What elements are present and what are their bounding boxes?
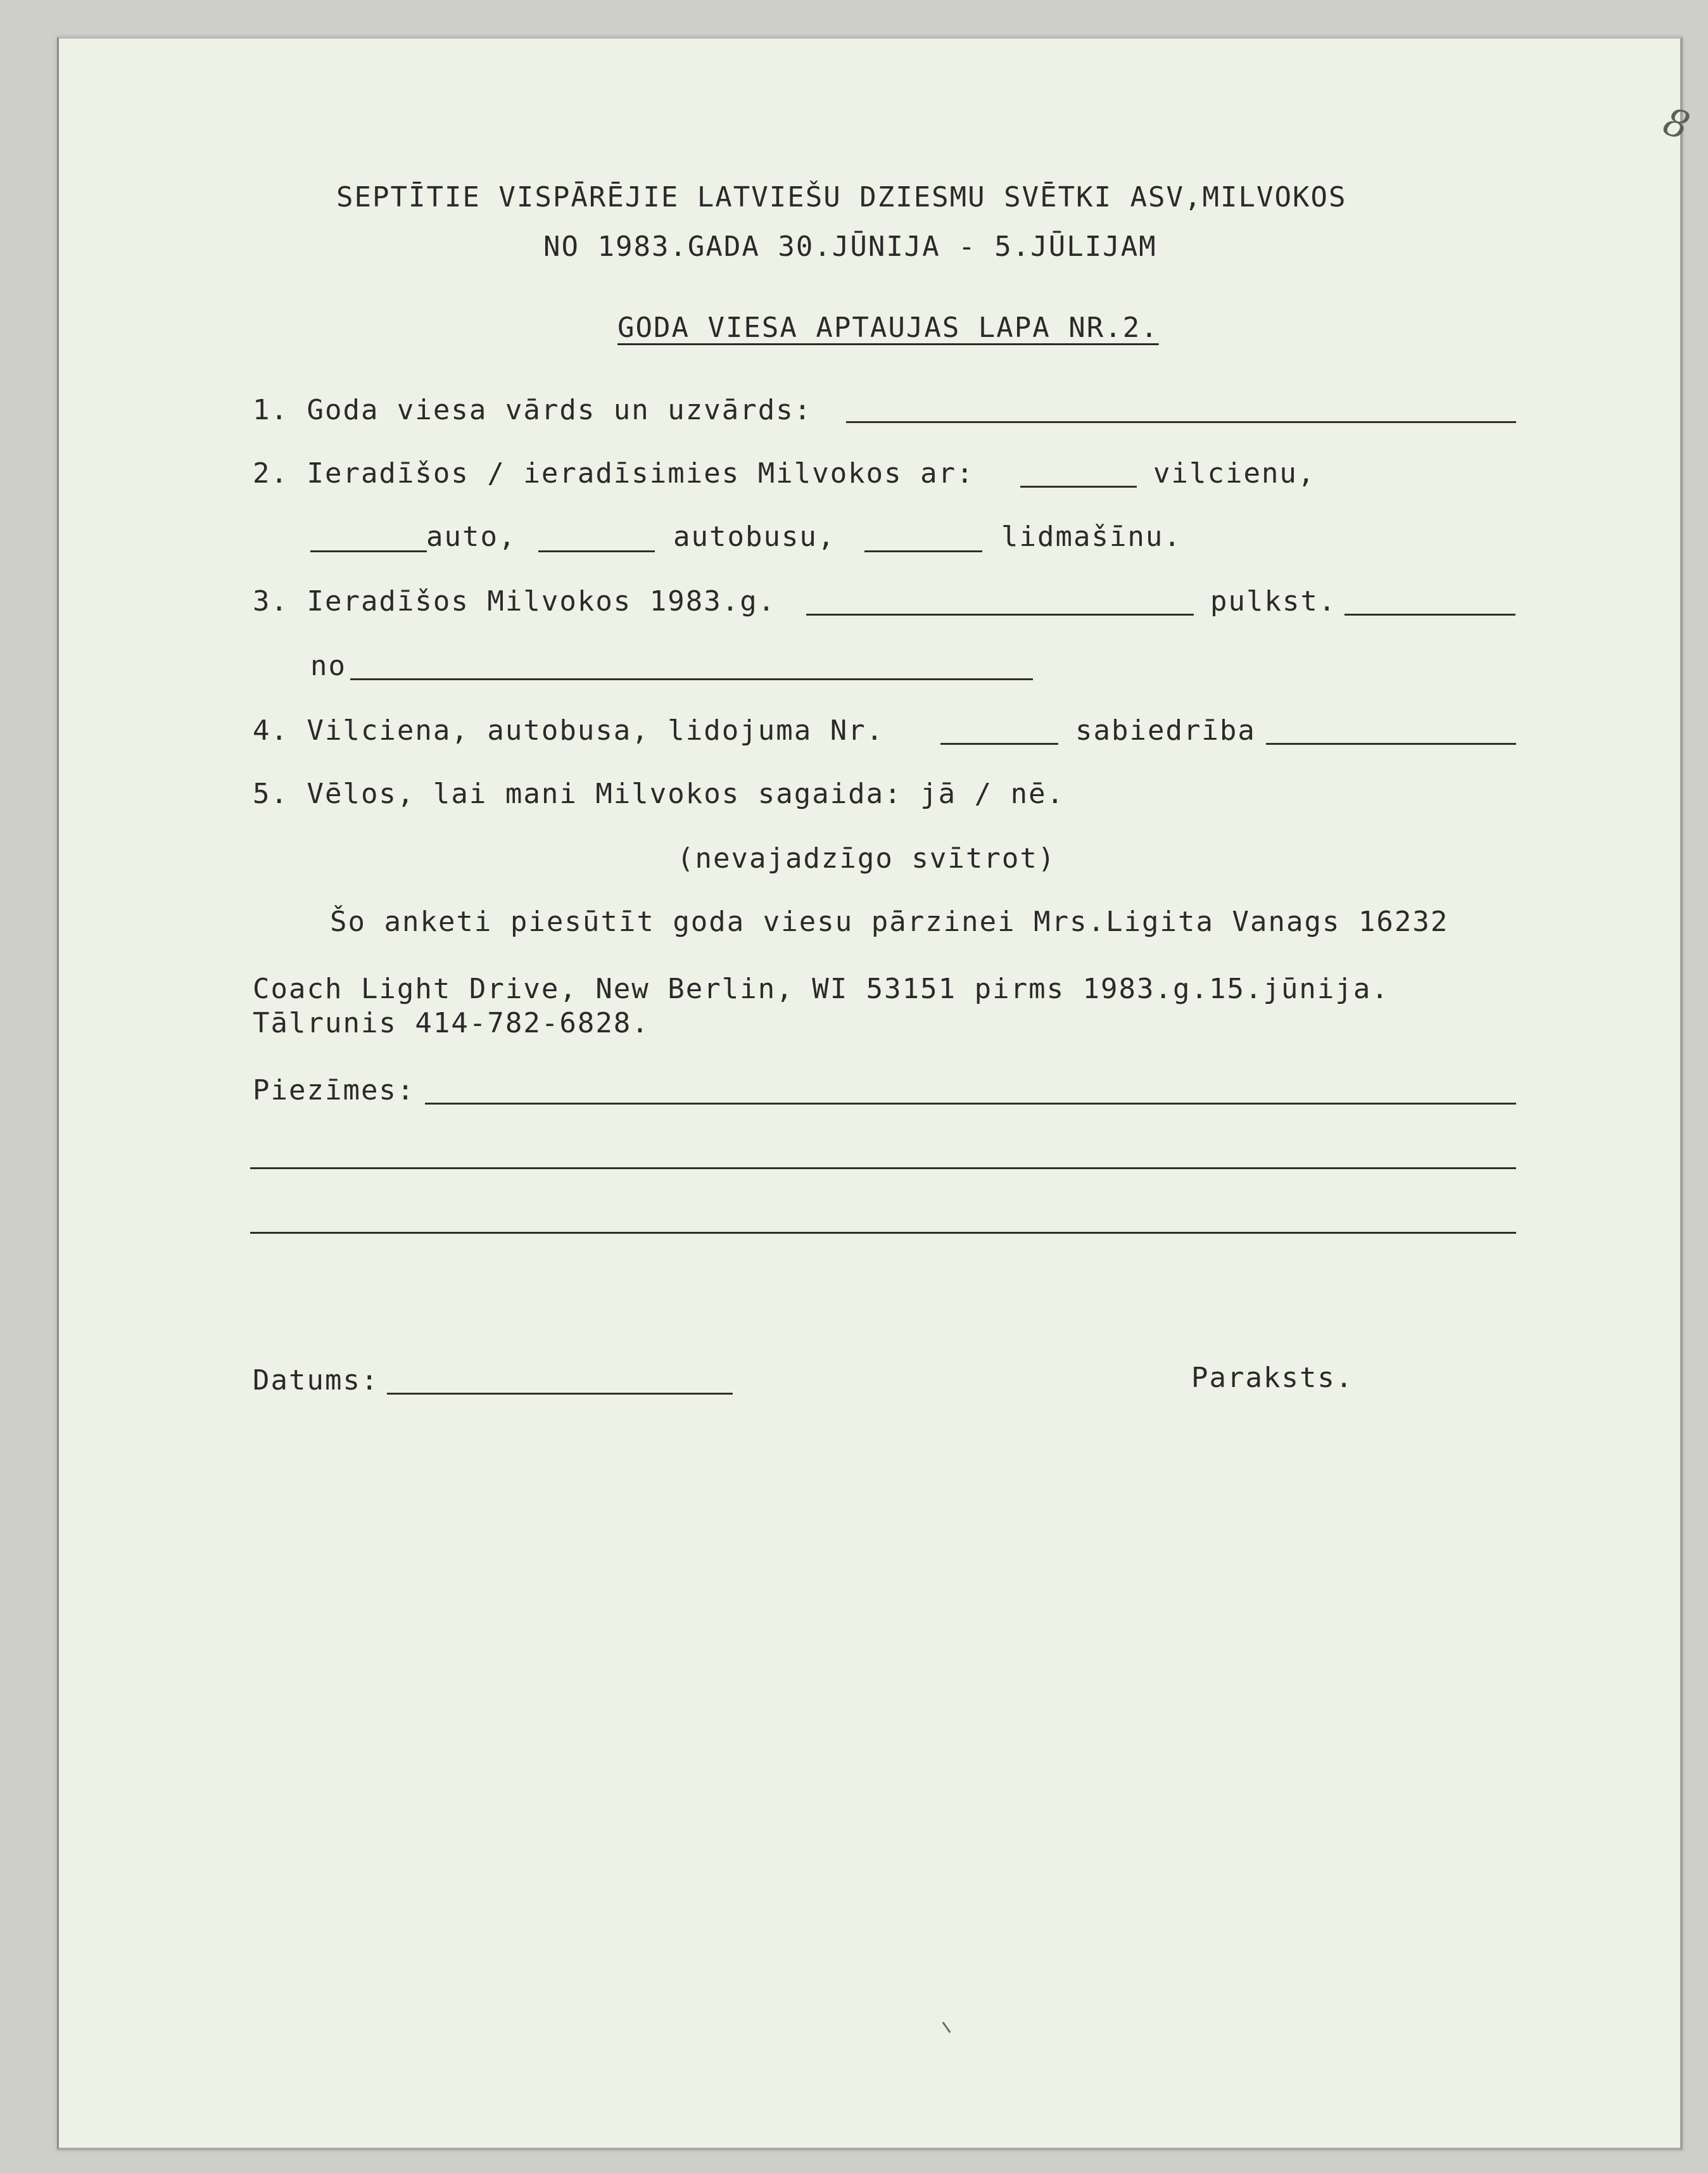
- form-title: GODA VIESA APTAUJAS LAPA NR.2.: [617, 312, 1159, 344]
- document-sheet: [57, 37, 1695, 2150]
- signature-label: Paraksts.: [1191, 1362, 1354, 1394]
- page-number: 8: [1658, 99, 1695, 149]
- item-1-label: 1. Goda viesa vārds un uzvārds:: [253, 394, 813, 426]
- notes-line-2[interactable]: [250, 1167, 1516, 1169]
- item-2-bus: autobusu,: [673, 521, 836, 553]
- item-5-label: 5. Vēlos, lai mani Milvokos sagaida: jā / nē.: [253, 778, 1065, 810]
- item-2-train: vilcienu,: [1153, 457, 1316, 490]
- trip-number-line[interactable]: [940, 743, 1058, 745]
- header-line-1: SEPTĪTIE VISPĀRĒJIE LATVIEŠU DZIESMU SVĒTKI ASV,MILVOKOS: [336, 181, 1347, 213]
- item-4-label: 4. Vilciena, autobusa, lidojuma Nr.: [253, 714, 885, 747]
- guest-name-line[interactable]: [846, 421, 1516, 423]
- arrival-time-line[interactable]: [1344, 614, 1515, 616]
- date-line[interactable]: [387, 1393, 733, 1395]
- header-line-2: NO 1983.GADA 30.JŪNIJA - 5.JŪLIJAM: [543, 231, 1157, 263]
- item-3-label: 3. Ieradīšos Milvokos 1983.g.: [253, 585, 776, 618]
- notes-line-1[interactable]: [425, 1103, 1516, 1105]
- company-line[interactable]: [1266, 743, 1516, 745]
- item-3-from-label: no: [310, 650, 346, 682]
- arrival-date-line[interactable]: [806, 614, 1194, 616]
- item-2-label: 2. Ieradīšos / ieradīsimies Milvokos ar:: [253, 457, 975, 490]
- instructions-line-1: Šo anketi piesūtīt goda viesu pārzinei Mrs.Ligita Vanags 16232: [330, 906, 1449, 938]
- item-2-car: auto,: [426, 521, 517, 553]
- arrival-from-line[interactable]: [350, 678, 1033, 680]
- train-blank-line[interactable]: [1020, 486, 1137, 488]
- notes-line-3[interactable]: [250, 1232, 1516, 1234]
- car-blank-line[interactable]: [310, 550, 427, 552]
- item-4-company-label: sabiedrība: [1075, 714, 1256, 747]
- instructions-line-2: Coach Light Drive, New Berlin, WI 53151 pirms 1983.g.15.jūnija.: [253, 973, 1389, 1005]
- notes-label: Piezīmes:: [253, 1074, 415, 1106]
- scan-mark: [942, 2022, 951, 2033]
- item-2-plane: lidmašīnu.: [1001, 521, 1182, 553]
- item-5-note: (nevajadzīgo svītrot): [677, 842, 1056, 875]
- bus-blank-line[interactable]: [538, 550, 655, 552]
- item-3-time-label: pulkst.: [1210, 585, 1337, 618]
- instructions-phone: Tālrunis 414-782-6828.: [253, 1007, 650, 1039]
- plane-blank-line[interactable]: [864, 550, 982, 552]
- date-label: Datums:: [253, 1364, 379, 1397]
